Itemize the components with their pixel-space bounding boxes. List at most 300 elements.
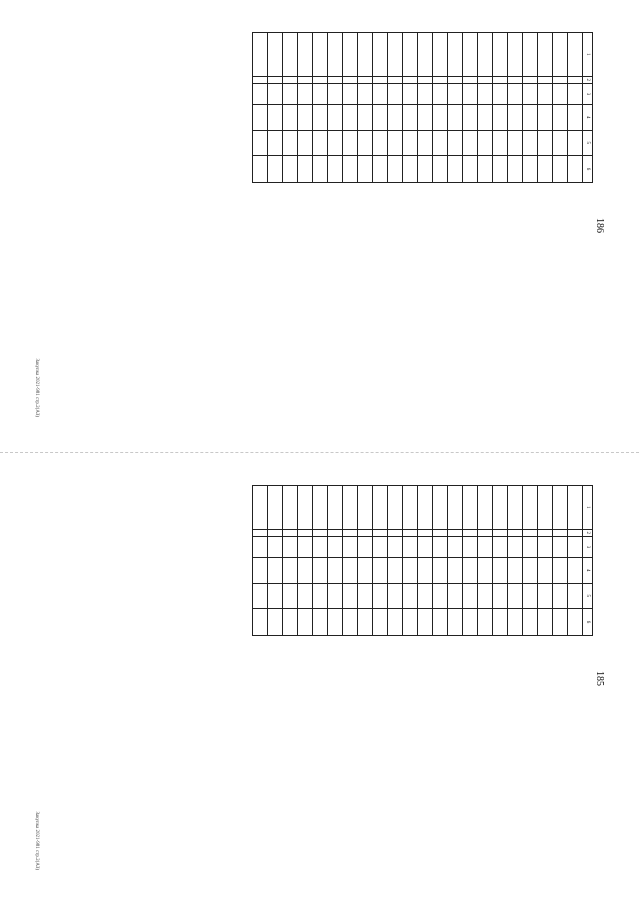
table-cell: [328, 537, 343, 558]
table-cell: [268, 156, 283, 183]
table-cell: [418, 105, 433, 131]
table-cell: [418, 130, 433, 156]
page-185-inner: [32, 481, 607, 876]
table-row: [493, 486, 508, 636]
table-row: [523, 486, 538, 636]
table-cell: [283, 486, 298, 530]
page-186-inner: [32, 28, 607, 423]
table-cell: [418, 558, 433, 584]
table-row: [268, 33, 283, 183]
table-cell: [358, 609, 373, 636]
table-cell: [508, 609, 523, 636]
table-cell: [523, 76, 538, 84]
table-cell: [388, 84, 403, 105]
table-cell: [253, 76, 268, 84]
table-cell: [403, 76, 418, 84]
table-cell: [448, 105, 463, 131]
table-cell: [358, 486, 373, 530]
table-cell: [343, 486, 358, 530]
table-cell: [538, 130, 553, 156]
table-cell: [433, 156, 448, 183]
table-cell: [418, 156, 433, 183]
table-cell: [328, 105, 343, 131]
table-cell: [403, 486, 418, 530]
table-cell: [478, 76, 493, 84]
table-cell: [418, 609, 433, 636]
table-cell: [463, 609, 478, 636]
table-cell: [343, 529, 358, 537]
column-header: 2: [583, 76, 593, 84]
table-row: [358, 486, 373, 636]
table-cell: [478, 33, 493, 77]
table-cell: [433, 609, 448, 636]
table-cell: [253, 105, 268, 131]
table-cell: [373, 76, 388, 84]
table-cell: [478, 105, 493, 131]
table-row: [538, 33, 553, 183]
page-186-rotated-content: [32, 28, 607, 423]
table-row: [313, 33, 328, 183]
table-cell: [373, 130, 388, 156]
table-cell: [448, 33, 463, 77]
table-cell: [448, 537, 463, 558]
column-header: 1: [583, 33, 593, 77]
table-cell: [403, 33, 418, 77]
table-cell: [358, 76, 373, 84]
table-row: [388, 33, 403, 183]
table-cell: [508, 76, 523, 84]
table-cell: [343, 105, 358, 131]
table-cell: [343, 84, 358, 105]
table-row: [403, 33, 418, 183]
table-cell: [478, 84, 493, 105]
table-cell: [343, 609, 358, 636]
table-cell: [373, 33, 388, 77]
table-cell: [253, 130, 268, 156]
table-header-row: [583, 33, 593, 183]
table-cell: [553, 529, 568, 537]
table-cell: [268, 583, 283, 609]
table-cell: [283, 156, 298, 183]
table-cell: [463, 529, 478, 537]
table-cell: [298, 105, 313, 131]
table-cell: [268, 537, 283, 558]
table-cell: [553, 486, 568, 530]
table-row: [508, 33, 523, 183]
table-cell: [508, 130, 523, 156]
table-cell: [358, 130, 373, 156]
table-cell: [553, 609, 568, 636]
table-cell: [373, 156, 388, 183]
table-cell: [253, 156, 268, 183]
table-cell: [253, 33, 268, 77]
table-cell: [313, 76, 328, 84]
table-cell: [298, 84, 313, 105]
table-cell: [523, 486, 538, 530]
table-cell: [388, 609, 403, 636]
table-cell: [568, 84, 583, 105]
table-row: [433, 33, 448, 183]
table-cell: [553, 537, 568, 558]
table-row: [553, 33, 568, 183]
table-cell: [448, 583, 463, 609]
table-cell: [493, 486, 508, 530]
table-cell: [568, 583, 583, 609]
page-number: 185: [594, 671, 605, 686]
table-cell: [553, 130, 568, 156]
table-row: [388, 486, 403, 636]
table-cell: [373, 558, 388, 584]
table-body: [253, 33, 583, 183]
page-185-rotated-content: [32, 481, 607, 876]
table-cell: [328, 609, 343, 636]
column-header: 5: [583, 130, 593, 156]
table-cell: [388, 130, 403, 156]
table-body: [253, 486, 583, 636]
table-cell: [343, 76, 358, 84]
table-cell: [523, 130, 538, 156]
table-cell: [313, 486, 328, 530]
table-cell: [493, 33, 508, 77]
table-row: [373, 486, 388, 636]
table-cell: [328, 583, 343, 609]
table-cell: [508, 84, 523, 105]
table-cell: [403, 130, 418, 156]
table-cell: [403, 84, 418, 105]
table-cell: [373, 486, 388, 530]
table-cell: [508, 529, 523, 537]
table-cell: [268, 609, 283, 636]
table-row: [328, 33, 343, 183]
table-cell: [358, 529, 373, 537]
table-cell: [553, 33, 568, 77]
column-header: 3: [583, 537, 593, 558]
table-row: [418, 33, 433, 183]
table-cell: [433, 84, 448, 105]
table-cell: [268, 486, 283, 530]
table-cell: [568, 529, 583, 537]
table-cell: [403, 583, 418, 609]
table-cell: [328, 130, 343, 156]
table-cell: [298, 33, 313, 77]
page-number: 186: [594, 218, 605, 233]
table-cell: [538, 76, 553, 84]
table-cell: [328, 84, 343, 105]
column-header: 5: [583, 583, 593, 609]
table-cell: [313, 130, 328, 156]
table-cell: [463, 156, 478, 183]
table-cell: [463, 105, 478, 131]
table-row: [328, 486, 343, 636]
table-cell: [508, 105, 523, 131]
table-cell: [538, 583, 553, 609]
table-cell: [283, 529, 298, 537]
table-row: [448, 486, 463, 636]
column-header: 3: [583, 84, 593, 105]
table-cell: [328, 156, 343, 183]
table-cell: [478, 486, 493, 530]
table-cell: [448, 529, 463, 537]
table-cell: [508, 537, 523, 558]
table-row: [478, 486, 493, 636]
table-cell: [538, 558, 553, 584]
table-cell: [373, 529, 388, 537]
table-cell: [508, 583, 523, 609]
table-cell: [433, 76, 448, 84]
table-cell: [448, 156, 463, 183]
table-cell: [433, 486, 448, 530]
table-cell: [403, 156, 418, 183]
table-row: [418, 486, 433, 636]
table-cell: [268, 130, 283, 156]
table-cell: [538, 84, 553, 105]
table-cell: [568, 558, 583, 584]
table-row: [568, 486, 583, 636]
table-cell: [403, 609, 418, 636]
column-header: 2: [583, 529, 593, 537]
table-cell: [328, 529, 343, 537]
table-cell: [523, 33, 538, 77]
table-cell: [298, 583, 313, 609]
table-cell: [388, 529, 403, 537]
table-cell: [568, 609, 583, 636]
table-cell: [298, 156, 313, 183]
table-cell: [268, 105, 283, 131]
table-cell: [463, 84, 478, 105]
table-cell: [283, 130, 298, 156]
table-cell: [568, 156, 583, 183]
table-cell: [343, 537, 358, 558]
table-cell: [373, 609, 388, 636]
table-cell: [433, 130, 448, 156]
table-cell: [538, 33, 553, 77]
table-cell: [463, 486, 478, 530]
table-row: [298, 33, 313, 183]
table-cell: [418, 33, 433, 77]
table-cell: [538, 537, 553, 558]
table-cell: [493, 105, 508, 131]
table-cell: [448, 130, 463, 156]
table-cell: [253, 486, 268, 530]
table-row: [568, 33, 583, 183]
table-cell: [538, 105, 553, 131]
table-cell: [283, 105, 298, 131]
table-row: [508, 486, 523, 636]
table-cell: [568, 537, 583, 558]
table-cell: [358, 105, 373, 131]
table-row: [448, 33, 463, 183]
table-cell: [478, 537, 493, 558]
table-cell: [523, 558, 538, 584]
table-cell: [358, 537, 373, 558]
table-cell: [373, 105, 388, 131]
table-cell: [568, 486, 583, 530]
table-cell: [328, 33, 343, 77]
table-cell: [313, 529, 328, 537]
table-cell: [298, 537, 313, 558]
table-cell: [553, 156, 568, 183]
table-cell: [253, 583, 268, 609]
table-cell: [433, 583, 448, 609]
table-cell: [463, 558, 478, 584]
table-cell: [313, 84, 328, 105]
table-cell: [508, 156, 523, 183]
table-cell: [358, 33, 373, 77]
table-cell: [313, 537, 328, 558]
budget-table: [252, 32, 593, 183]
table-row: [283, 33, 298, 183]
table-cell: [538, 486, 553, 530]
table-row: [538, 486, 553, 636]
page-185: [0, 453, 639, 905]
table-row: [373, 33, 388, 183]
table-cell: [493, 609, 508, 636]
table-row: [493, 33, 508, 183]
page-footer: Закупка 2021-981 стр.2(АЗ): [34, 811, 39, 870]
table-row: [268, 486, 283, 636]
table-cell: [433, 537, 448, 558]
table-cell: [418, 486, 433, 530]
column-header: 4: [583, 558, 593, 584]
table-row: [403, 486, 418, 636]
table-row: [343, 486, 358, 636]
table-cell: [508, 486, 523, 530]
table-cell: [283, 33, 298, 77]
table-cell: [553, 558, 568, 584]
table-cell: [523, 156, 538, 183]
table-cell: [388, 105, 403, 131]
table-cell: [358, 84, 373, 105]
table-cell: [523, 583, 538, 609]
table-cell: [358, 156, 373, 183]
table-cell: [358, 558, 373, 584]
table-cell: [268, 529, 283, 537]
table-cell: [313, 609, 328, 636]
table-cell: [298, 76, 313, 84]
table-cell: [253, 529, 268, 537]
table-row: [253, 486, 268, 636]
table-cell: [523, 609, 538, 636]
table-cell: [253, 537, 268, 558]
table-cell: [403, 105, 418, 131]
column-header: 1: [583, 486, 593, 530]
table-cell: [418, 583, 433, 609]
table-cell: [388, 558, 403, 584]
table-cell: [283, 583, 298, 609]
table-cell: [298, 609, 313, 636]
table-cell: [448, 84, 463, 105]
table-cell: [478, 130, 493, 156]
table-cell: [463, 583, 478, 609]
table-cell: [343, 156, 358, 183]
table-cell: [373, 583, 388, 609]
table-cell: [283, 609, 298, 636]
column-header: 6: [583, 609, 593, 636]
table-cell: [568, 105, 583, 131]
table-cell: [388, 33, 403, 77]
table-row: [253, 33, 268, 183]
table-cell: [478, 558, 493, 584]
table-cell: [523, 537, 538, 558]
table-cell: [523, 105, 538, 131]
table-cell: [343, 130, 358, 156]
table-cell: [493, 84, 508, 105]
table-cell: [343, 33, 358, 77]
table-cell: [493, 529, 508, 537]
table-cell: [448, 76, 463, 84]
table-cell: [478, 609, 493, 636]
table-cell: [388, 156, 403, 183]
table-cell: [313, 156, 328, 183]
table-cell: [568, 130, 583, 156]
table-cell: [463, 76, 478, 84]
table-cell: [358, 583, 373, 609]
table-cell: [403, 537, 418, 558]
table-cell: [313, 33, 328, 77]
table-cell: [298, 558, 313, 584]
table-cell: [493, 583, 508, 609]
table-cell: [343, 583, 358, 609]
table-cell: [373, 537, 388, 558]
table-cell: [268, 558, 283, 584]
table-cell: [493, 76, 508, 84]
table-row: [298, 486, 313, 636]
budget-table: [252, 485, 593, 636]
table-cell: [403, 558, 418, 584]
table-cell: [268, 33, 283, 77]
table-cell: [538, 529, 553, 537]
table-cell: [448, 609, 463, 636]
table-cell: [493, 156, 508, 183]
table-cell: [478, 583, 493, 609]
table-cell: [553, 105, 568, 131]
table-cell: [463, 33, 478, 77]
table-cell: [433, 33, 448, 77]
table-cell: [418, 537, 433, 558]
table-cell: [253, 84, 268, 105]
table-cell: [418, 76, 433, 84]
table-cell: [328, 558, 343, 584]
table-row: [313, 486, 328, 636]
table-cell: [298, 529, 313, 537]
table-cell: [298, 486, 313, 530]
table-cell: [403, 529, 418, 537]
table-row: [463, 33, 478, 183]
table-cell: [283, 84, 298, 105]
table-cell: [568, 33, 583, 77]
table-cell: [328, 76, 343, 84]
table-cell: [418, 529, 433, 537]
table-cell: [313, 105, 328, 131]
table-cell: [493, 558, 508, 584]
table-cell: [328, 486, 343, 530]
table-cell: [253, 558, 268, 584]
table-cell: [448, 486, 463, 530]
table-row: [478, 33, 493, 183]
table-cell: [253, 609, 268, 636]
table-cell: [268, 76, 283, 84]
table-cell: [553, 84, 568, 105]
table-cell: [538, 609, 553, 636]
table-cell: [553, 76, 568, 84]
table-cell: [433, 558, 448, 584]
table-cell: [478, 529, 493, 537]
table-cell: [493, 130, 508, 156]
table-cell: [298, 130, 313, 156]
table-cell: [433, 529, 448, 537]
table-cell: [493, 537, 508, 558]
table-cell: [313, 558, 328, 584]
